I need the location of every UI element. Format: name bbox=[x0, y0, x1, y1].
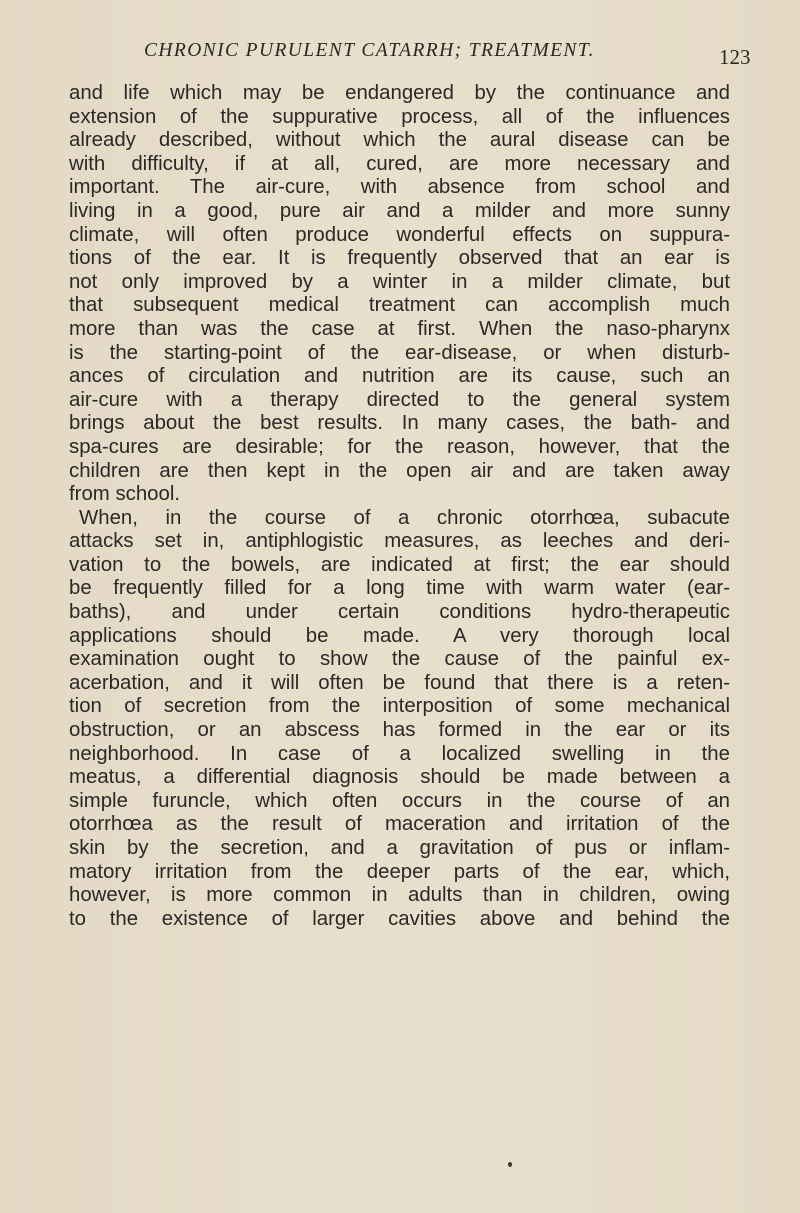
text-line: with difficulty, if at all, cured, are more necessary and bbox=[69, 152, 730, 175]
text-line: and life which may be endangered by the continuance and bbox=[69, 82, 730, 104]
text-line: from school. bbox=[69, 483, 181, 506]
text-line: children are then kept in the open air and are taken away bbox=[69, 459, 730, 482]
text-line: climate, will often produce wonderful effects on suppura- bbox=[69, 223, 730, 246]
text-line: vation to the bowels, are indicated at first; the ear should bbox=[69, 553, 730, 576]
text-line: tion of secretion from the interposition of some mechanical bbox=[69, 695, 730, 718]
text-line: important. The air-cure, with absence from school and bbox=[69, 176, 730, 199]
text-line: be frequently filled for a long time with warm water (ear- bbox=[69, 577, 730, 600]
text-line: otorrhœa as the result of maceration and irritation of the bbox=[69, 813, 730, 836]
text-line: is the starting-point of the ear-disease, or when disturb- bbox=[69, 341, 730, 364]
text-line: acerbation, and it will often be found that there is a reten- bbox=[69, 671, 730, 694]
text-line: more than was the case at first. When the naso-pharynx bbox=[69, 317, 730, 340]
text-line: ances of circulation and nutrition are its cause, such an bbox=[69, 365, 730, 388]
ink-speck bbox=[508, 1162, 512, 1167]
text-line: applications should be made. A very thorough local bbox=[69, 624, 730, 647]
running-title: CHRONIC PURULENT CATARRH; TREATMENT. bbox=[144, 40, 595, 61]
text-line: that subsequent medical treatment can accomplish much bbox=[69, 294, 730, 317]
text-line: obstruction, or an abscess has formed in the ear or its bbox=[69, 719, 730, 742]
text-line: air-cure with a therapy directed to the general system bbox=[69, 388, 730, 411]
text-line: brings about the best results. In many cases, the bath- and bbox=[69, 412, 730, 435]
text-line: matory irritation from the deeper parts of the ear, which, bbox=[69, 860, 730, 883]
text-line: to the existence of larger cavities above and behind the bbox=[69, 907, 730, 930]
text-line: meatus, a differential diagnosis should be made between a bbox=[69, 766, 730, 789]
text-line: attacks set in, antiphlogistic measures, as leeches and deri- bbox=[69, 530, 730, 553]
page-number: 123 bbox=[719, 45, 751, 69]
text-line: living in a good, pure air and a milder and more sunny bbox=[69, 199, 730, 222]
text-line: not only improved by a winter in a milder climate, but bbox=[69, 270, 730, 293]
paragraph-start-line: When, in the course of a chronic otorrhœa, subacute bbox=[79, 506, 730, 529]
text-line: spa-cures are desirable; for the reason, however, that the bbox=[69, 435, 730, 458]
body-text bbox=[69, 82, 730, 931]
text-line: baths), and under certain conditions hydro-therapeutic bbox=[69, 601, 730, 624]
text-line: already described, without which the aural disease can be bbox=[69, 129, 730, 152]
text-line: simple furuncle, which often occurs in the course of an bbox=[69, 789, 730, 812]
text-line: neighborhood. In case of a localized swelling in the bbox=[69, 742, 730, 765]
text-line: skin by the secretion, and a gravitation of pus or inflam- bbox=[69, 837, 730, 859]
text-line: however, is more common in adults than in children, owing bbox=[69, 884, 730, 907]
text-line: extension of the suppurative process, all of the influences bbox=[69, 105, 730, 128]
text-line: tions of the ear. It is frequently observed that an ear is bbox=[69, 247, 730, 270]
text-line: examination ought to show the cause of the painful ex- bbox=[69, 648, 730, 671]
